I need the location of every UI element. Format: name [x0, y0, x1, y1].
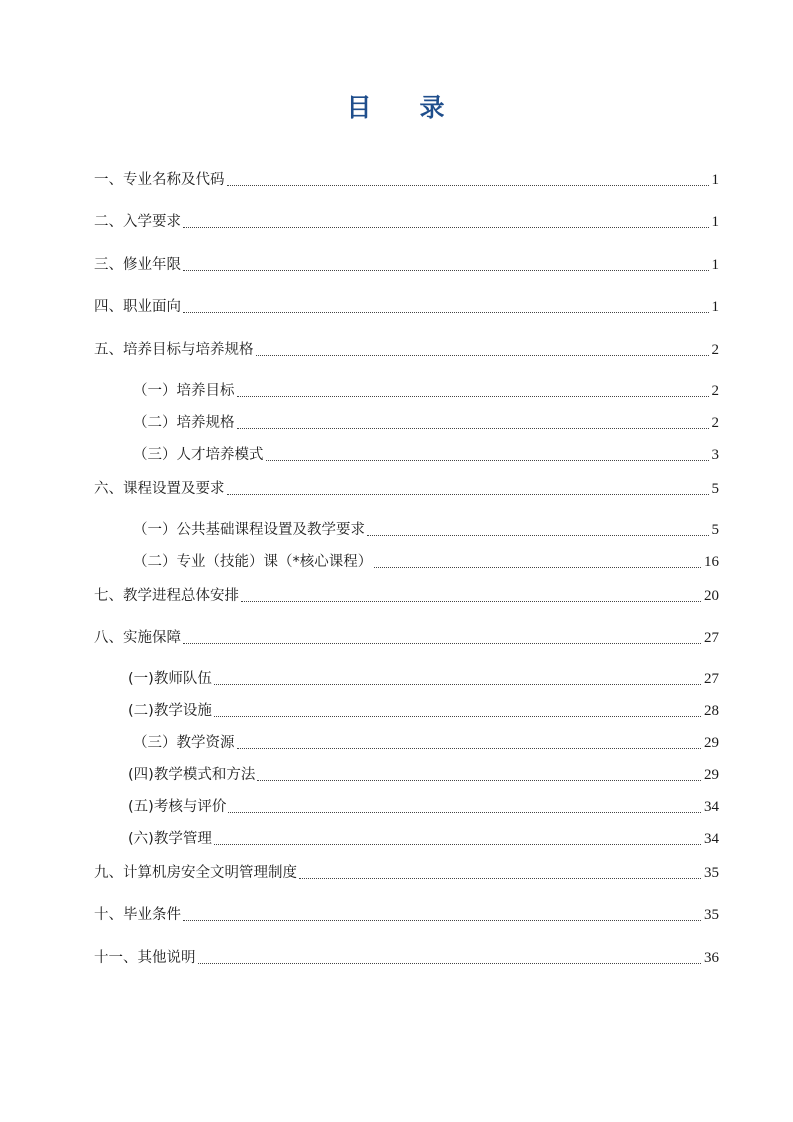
toc-subentry[interactable]: [128, 796, 719, 818]
toc-leader-dots: [183, 226, 709, 228]
toc-entry-label: 五、培养目标与培养规格: [94, 342, 254, 358]
toc-leader-dots: [198, 962, 702, 964]
toc-entry-page: 1: [711, 299, 719, 315]
toc-leader-dots: [374, 566, 701, 568]
toc-entry-label: 四、职业面向: [94, 299, 181, 315]
toc-subentry[interactable]: [128, 668, 719, 690]
toc-entry[interactable]: [94, 254, 719, 276]
title-char-1: 目: [346, 93, 374, 122]
toc-entry-page: 3: [711, 447, 719, 463]
toc-entry-label: （三）教学资源: [133, 735, 235, 751]
toc-entry-label: (一)教师队伍: [128, 671, 212, 687]
toc-entry[interactable]: [94, 904, 719, 926]
toc-entry-label: 十、毕业条件: [94, 907, 181, 923]
toc-entry-label: （一）培养目标: [133, 383, 235, 399]
toc-entry-label: (四)教学模式和方法: [128, 767, 256, 783]
toc-subentry[interactable]: [128, 700, 719, 722]
toc-entry-label: 九、计算机房安全文明管理制度: [94, 865, 297, 881]
toc-subentry[interactable]: [133, 444, 719, 466]
toc-leader-dots: [367, 534, 709, 536]
toc-entry-page: 2: [711, 383, 719, 399]
toc-entry[interactable]: [94, 296, 719, 318]
toc-entry-label: （二）专业（技能）课（*核心课程）: [133, 554, 373, 570]
toc-entry-page: 1: [711, 214, 719, 230]
toc-leader-dots: [227, 493, 709, 495]
title-char-2: 录: [419, 93, 447, 122]
toc-leader-dots: [183, 311, 709, 313]
toc-entry[interactable]: [94, 585, 719, 607]
toc-entry[interactable]: [94, 627, 719, 649]
toc-leader-dots: [183, 269, 709, 271]
toc-entry-label: （二）培养规格: [133, 415, 235, 431]
toc-entry-label: (五)考核与评价: [128, 799, 227, 815]
toc-leader-dots: [227, 184, 709, 186]
toc-entry-page: 35: [704, 865, 719, 881]
toc-entry-label: 六、课程设置及要求: [94, 481, 225, 497]
toc-leader-dots: [214, 843, 701, 845]
toc-leader-dots: [237, 747, 702, 749]
toc-entry-label: （一）公共基础课程设置及教学要求: [133, 522, 365, 538]
toc-subentry[interactable]: [133, 519, 719, 541]
toc-entry-page: 34: [704, 831, 719, 847]
toc-entry-page: 28: [704, 703, 719, 719]
toc-entry-page: 20: [704, 588, 719, 604]
toc-leader-dots: [266, 459, 709, 461]
toc-leader-dots: [214, 715, 701, 717]
toc-subentry[interactable]: [128, 764, 719, 786]
toc-entry-label: (六)教学管理: [128, 831, 212, 847]
toc-entry-page: 29: [704, 767, 719, 783]
toc-entry[interactable]: [94, 947, 719, 969]
toc-entry-page: 29: [704, 735, 719, 751]
toc-leader-dots: [183, 919, 701, 921]
toc-leader-dots: [183, 642, 701, 644]
toc-entry-page: 1: [711, 172, 719, 188]
toc-subentry[interactable]: [133, 551, 719, 573]
toc-entry-label: 三、修业年限: [94, 257, 181, 273]
toc-entry-page: 27: [704, 630, 719, 646]
toc-entry-label: 一、专业名称及代码: [94, 172, 225, 188]
toc-entry-page: 27: [704, 671, 719, 687]
toc-entry[interactable]: [94, 478, 719, 500]
toc-leader-dots: [257, 779, 701, 781]
toc-entry[interactable]: [94, 862, 719, 884]
toc-entry-label: 八、实施保障: [94, 630, 181, 646]
toc-entry-page: 35: [704, 907, 719, 923]
toc-entry-label: （三）人才培养模式: [133, 447, 264, 463]
toc-entry-page: 36: [704, 950, 719, 966]
toc-entry-page: 16: [704, 554, 719, 570]
toc-leader-dots: [214, 683, 701, 685]
toc-entry-page: 1: [711, 257, 719, 273]
toc-leader-dots: [299, 877, 701, 879]
toc-leader-dots: [237, 427, 709, 429]
toc-subentry[interactable]: [128, 828, 719, 850]
toc-entry-label: 七、教学进程总体安排: [94, 588, 239, 604]
toc-leader-dots: [228, 811, 701, 813]
toc-entry-page: 2: [711, 342, 719, 358]
toc-entry-label: 十一、其他说明: [94, 950, 196, 966]
toc-entry[interactable]: [94, 211, 719, 233]
toc-entry-page: 5: [711, 522, 719, 538]
toc-entry-label: 二、入学要求: [94, 214, 181, 230]
toc-entry-page: 34: [704, 799, 719, 815]
toc-entry-page: 5: [711, 481, 719, 497]
toc-entry-page: 2: [711, 415, 719, 431]
toc-entry[interactable]: [94, 339, 719, 361]
toc-leader-dots: [256, 354, 709, 356]
toc-entry[interactable]: [94, 169, 719, 191]
toc-subentry[interactable]: [133, 412, 719, 434]
toc-entry-label: (二)教学设施: [128, 703, 212, 719]
toc-leader-dots: [237, 395, 709, 397]
toc-subentry[interactable]: [133, 732, 719, 754]
toc-subentry[interactable]: [133, 380, 719, 402]
toc-leader-dots: [241, 600, 701, 602]
